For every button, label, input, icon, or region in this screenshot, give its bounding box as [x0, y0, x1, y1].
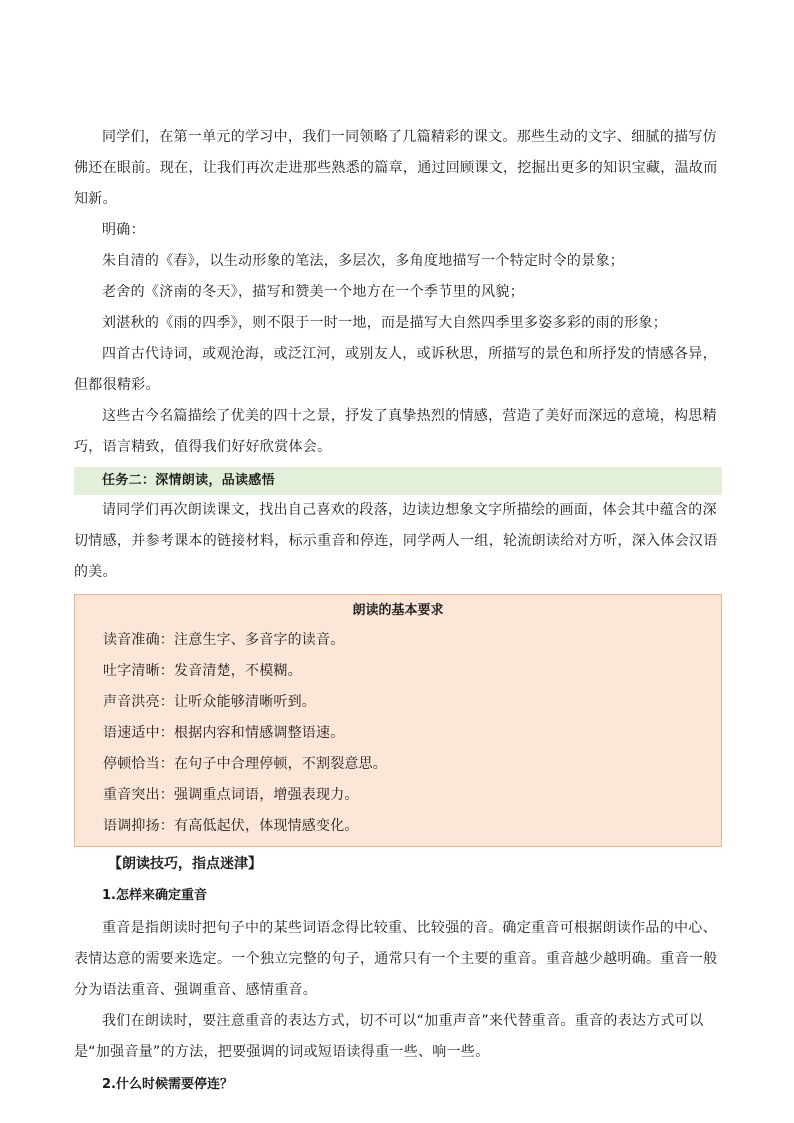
rain-seasons-summary: 刘湛秋的《雨的四季》，则不限于一时一地，而是描写大自然四季里多姿多彩的雨的形象；: [102, 315, 667, 331]
intro-paragraph: 同学们，在第一单元的学习中，我们一同领略了几篇精彩的课文。那些生动的文字、细腻的描写仿佛还在眼前。现在，让我们再次走进那些熟悉的篇章，通过回顾课文，挖掘出更多的知识宝藏，温故而知新。: [74, 129, 718, 207]
document-page: [74, 122, 722, 1102]
clarify-label: 明确：: [102, 222, 145, 238]
task-two-heading: 任务二：深情朗读，品读感悟: [74, 467, 722, 495]
jinan-winter-summary: 老舍的《济南的冬天》，描写和赞美一个地方在一个季节里的风貌；: [102, 284, 524, 300]
requirement-item: 读音准确：注意生字、多音字的读音。: [103, 632, 345, 648]
stress-expression: 我们在朗读时，要注意重音的表达方式，切不可以“加重声音”来代替重音。重音的表达方式可以是“加强音量”的方法，把要强调的词或短语读得重一些、响一些。: [74, 1013, 704, 1060]
reading-requirements-box: [74, 594, 722, 847]
requirement-item: 语速适中：根据内容和情感调整语速。: [103, 725, 345, 741]
chun-summary: 朱自清的《春》，以生动形象的笔法，多层次，多角度地描写一个特定时令的景象；: [102, 253, 625, 269]
task-two-instruction: 请同学们再次朗读课文，找出自己喜欢的段落，边读边想象文字所描绘的画面，体会其中蕴含的深切情感，并参考课本的链接材料，标示重音和停连，同学两人一组，轮流朗读给对方听，深入体会汉语的美。: [74, 502, 718, 580]
ancient-poems-summary: 四首古代诗词，或观沧海，或泛江河，或别友人，或诉秋思，所描写的景色和所抒发的情感各异，但都很精彩。: [74, 346, 717, 393]
conclusion-paragraph: 这些古今名篇描绘了优美的四十之景，抒发了真挚热烈的情感，营造了美好而深远的意境，构思精巧，语言精致，值得我们好好欣赏体会。: [74, 408, 717, 455]
requirement-item: 语调抑扬：有高低起伏，体现情感变化。: [103, 818, 359, 834]
pause-subheading: 2.什么时候需要停连？: [102, 1077, 233, 1092]
stress-definition: 重音是指朗读时把句子中的某些词语念得比较重、比较强的音。确定重音可根据朗读作品的中心、表情达意的需要来选定。一个独立完整的句子，通常只有一个主要的重音。重音越少越明确。重音一般分为语法重音、强调重音、感情重音。: [74, 920, 718, 998]
requirement-item: 声音洪亮：让听众能够清晰听到。: [103, 694, 316, 710]
requirement-item: 停顿恰当：在句子中合理停顿，不割裂意思。: [103, 756, 387, 772]
requirement-item: 重音突出：强调重点词语，增强表现力。: [103, 787, 359, 803]
requirements-title: 朗读的基本要求: [352, 603, 444, 618]
stress-subheading: 1.怎样来确定重音: [102, 888, 207, 903]
requirement-item: 吐字清晰：发音清楚，不模糊。: [103, 663, 302, 679]
reading-tips-heading: 【朗读技巧，指点迷津】: [108, 856, 262, 872]
